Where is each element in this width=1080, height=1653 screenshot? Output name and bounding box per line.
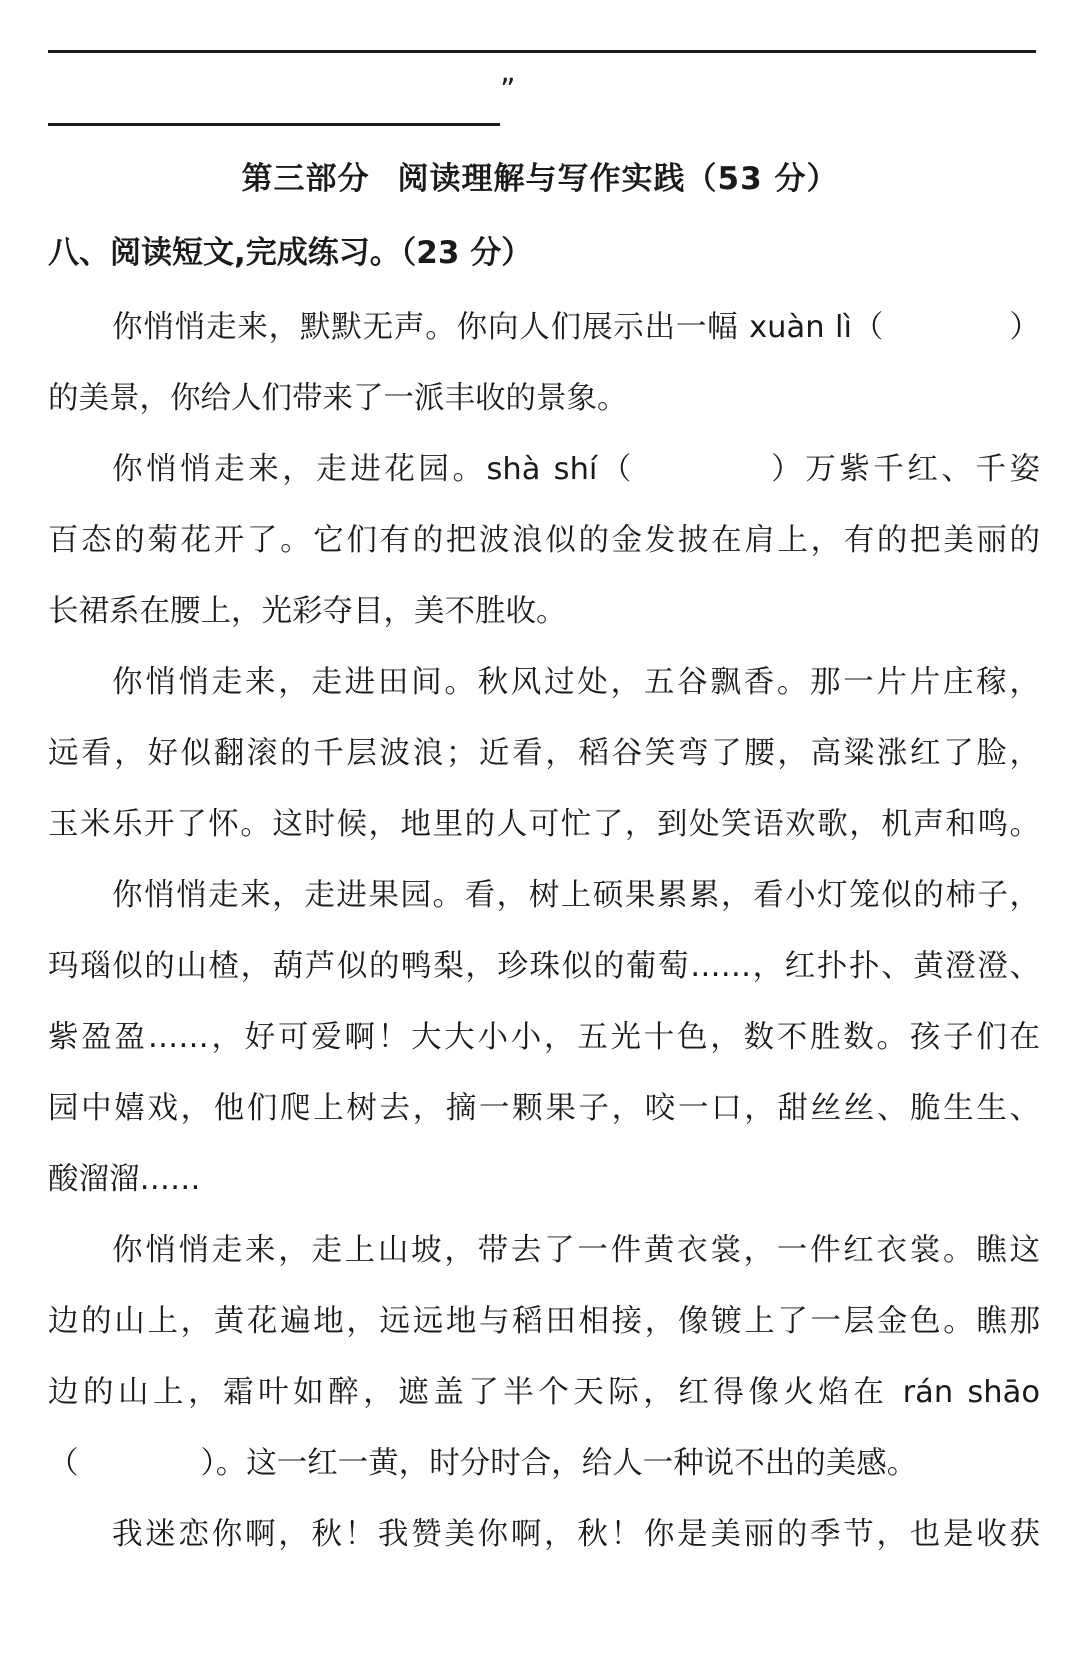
passage-line-5: 长裙系在腰上，光彩夺目，美不胜收。: [48, 594, 567, 629]
passage-line-4: 百态的菊花开了。它们有的把波浪似的金发披在肩上，有的把美丽的: [48, 523, 1040, 558]
passage-line-10: 玛瑙似的山楂，葫芦似的鸭梨，珍珠似的葡萄……，红扑扑、黄澄澄、: [48, 949, 1040, 984]
passage-line-7: 远看，好似翻滚的千层波浪；近看，稻谷笑弯了腰，高粱涨红了脸，: [48, 736, 1040, 771]
passage-line-18: 我迷恋你啊，秋！我赞美你啊，秋！你是美丽的季节，也是收获: [112, 1517, 1040, 1552]
part-title-label: 第三部分: [241, 161, 370, 197]
passage-line-3: 你悄悄走来，走进花园。shà shí（ ）万紫千红、千姿: [112, 452, 1040, 487]
passage-line-17: （ ）。这一红一黄，时分时合，给人一种说不出的美感。: [48, 1446, 918, 1481]
passage-line-9: 你悄悄走来，走进果园。看，树上硕果累累，看小灯笼似的柿子，: [112, 878, 1040, 913]
passage-line-15: 边的山上，黄花遍地，远远地与稻田相接，像镀上了一层金色。瞧那: [48, 1304, 1040, 1339]
answer-line-top: [48, 50, 1036, 53]
passage-line-6: 你悄悄走来，走进田间。秋风过处，五谷飘香。那一片片庄稼，: [112, 665, 1040, 700]
passage-line-8: 玉米乐开了怀。这时候，地里的人可忙了，到处笑语欢歌，机声和鸣。: [48, 807, 1040, 842]
passage-line-16: 边的山上，霜叶如醉，遮盖了半个天际，红得像火焰在 rán shāo: [48, 1375, 1040, 1410]
part-title-name: 阅读理解与写作实践（53 分）: [397, 161, 839, 197]
passage-line-1: 你悄悄走来，默默无声。你向人们展示出一幅 xuàn lì（ ）: [112, 310, 1040, 345]
passage-line-13: 酸溜溜……: [48, 1162, 201, 1197]
section-heading: 八、阅读短文,完成练习。（23 分）: [48, 235, 533, 271]
closing-quote-mark: ”: [500, 73, 516, 108]
passage-line-2: 的美景，你给人们带来了一派丰收的景象。: [48, 381, 628, 416]
part-title: [0, 154, 1080, 204]
passage-line-12: 园中嬉戏，他们爬上树去，摘一颗果子，咬一口，甜丝丝、脆生生、: [48, 1091, 1040, 1126]
reading-passage: [48, 292, 1040, 1570]
passage-line-14: 你悄悄走来，走上山坡，带去了一件黄衣裳，一件红衣裳。瞧这: [112, 1233, 1040, 1268]
answer-line-second: [48, 123, 500, 126]
passage-line-11: 紫盈盈……，好可爱啊！大大小小，五光十色，数不胜数。孩子们在: [48, 1020, 1040, 1055]
